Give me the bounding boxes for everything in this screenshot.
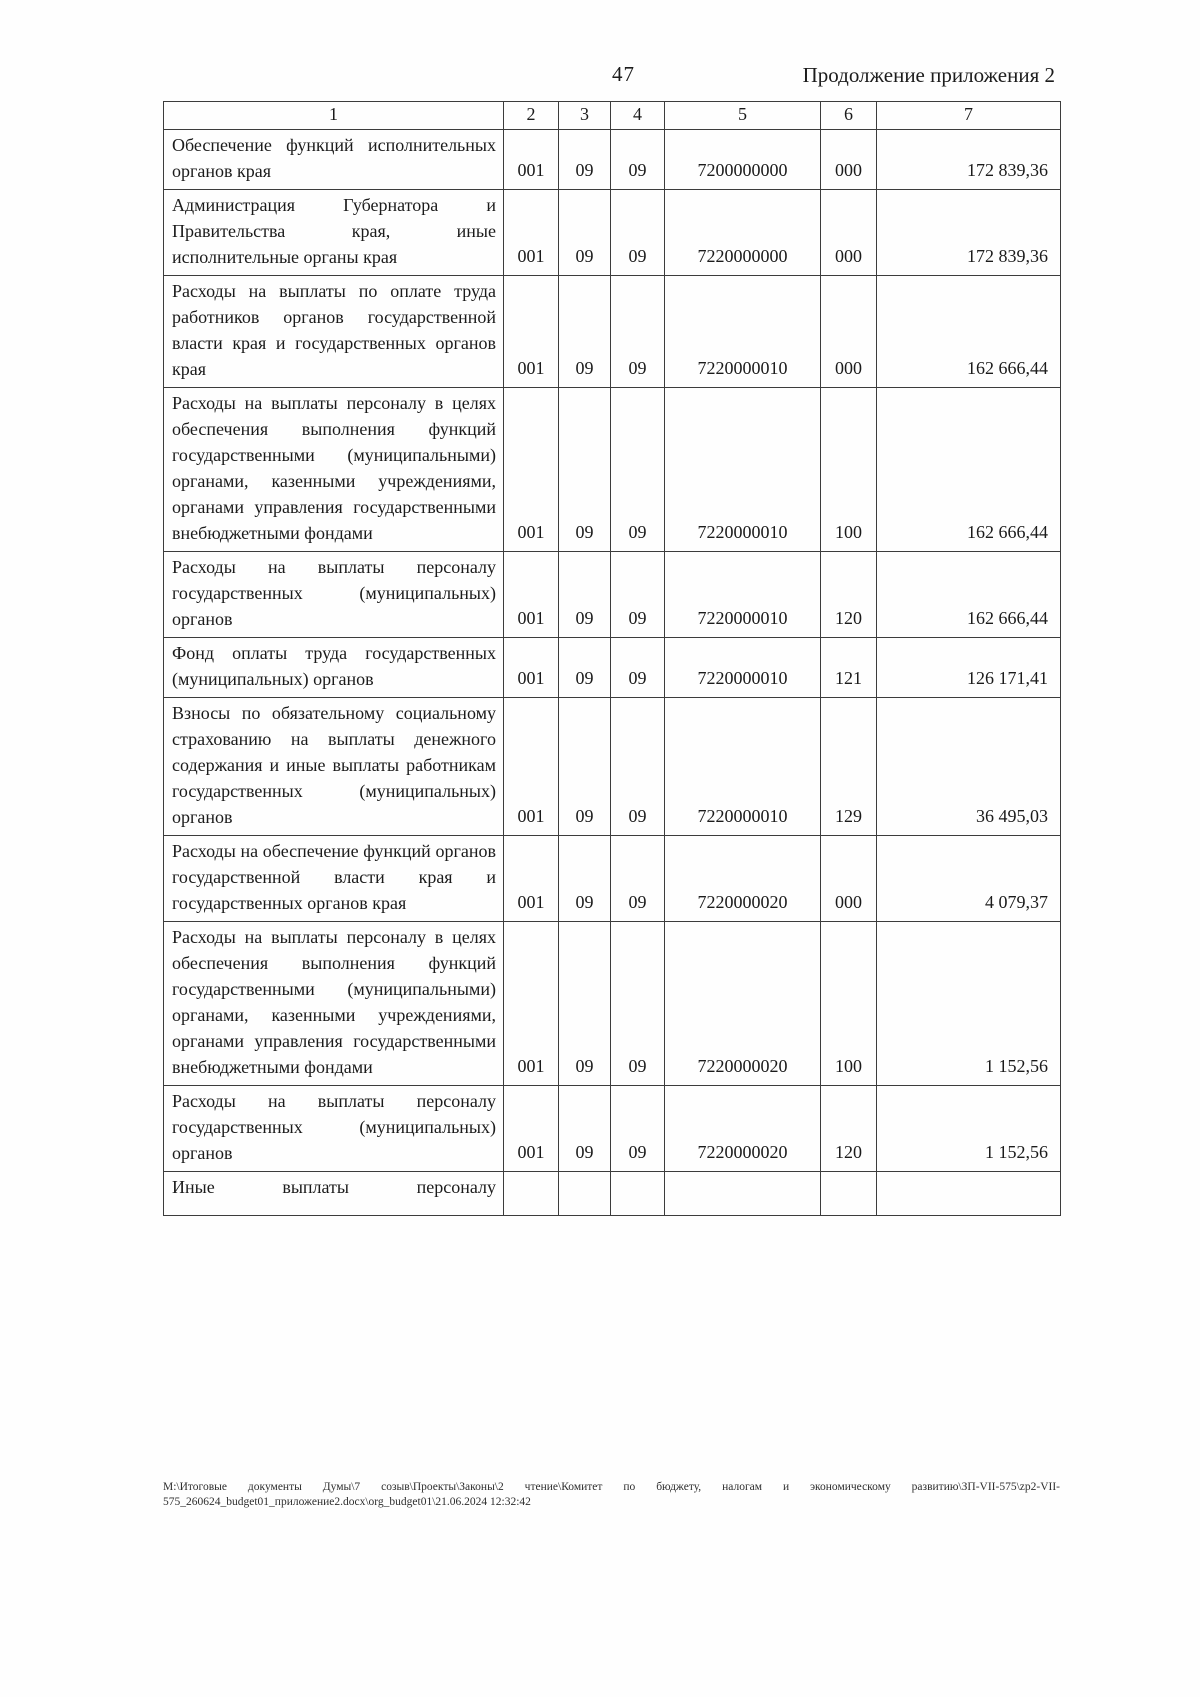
column-header-1: 1 <box>164 102 504 130</box>
page-number: 47 <box>612 62 635 86</box>
code-cell: 09 <box>559 638 611 698</box>
code-cell: 09 <box>611 190 665 276</box>
row-name-cell: Расходы на обеспечение функций органов государственной власти края и государственных органов края <box>164 836 504 922</box>
code-cell: 001 <box>504 552 559 638</box>
table-row <box>164 1086 1061 1172</box>
row-name-cell: Расходы на выплаты персоналу государственных (муниципальных) органов <box>164 1086 504 1172</box>
row-name-cell: Иные выплаты персоналу <box>164 1172 504 1216</box>
table-row <box>164 836 1061 922</box>
code-cell <box>611 1172 665 1216</box>
code-cell: 001 <box>504 276 559 388</box>
amount-cell <box>877 1172 1061 1216</box>
column-header-4: 4 <box>611 102 665 130</box>
code-cell: 000 <box>821 190 877 276</box>
code-cell: 7220000000 <box>665 190 821 276</box>
amount-cell: 1 152,56 <box>877 922 1061 1086</box>
table-body <box>164 130 1061 1216</box>
code-cell: 09 <box>611 638 665 698</box>
code-cell: 000 <box>821 130 877 190</box>
amount-cell: 162 666,44 <box>877 276 1061 388</box>
amount-cell: 1 152,56 <box>877 1086 1061 1172</box>
row-name-cell: Расходы на выплаты персоналу государственных (муниципальных) органов <box>164 552 504 638</box>
code-cell <box>665 1172 821 1216</box>
code-cell <box>821 1172 877 1216</box>
row-name-cell: Фонд оплаты труда государственных (муниципальных) органов <box>164 638 504 698</box>
code-cell: 7200000000 <box>665 130 821 190</box>
table-row <box>164 638 1061 698</box>
code-cell: 001 <box>504 922 559 1086</box>
code-cell: 7220000010 <box>665 388 821 552</box>
column-header-3: 3 <box>559 102 611 130</box>
code-cell <box>504 1172 559 1216</box>
code-cell: 09 <box>559 276 611 388</box>
code-cell: 09 <box>559 130 611 190</box>
code-cell: 000 <box>821 276 877 388</box>
row-name-cell: Расходы на выплаты по оплате труда работников органов государственной власти края и государственных органов края <box>164 276 504 388</box>
amount-cell: 4 079,37 <box>877 836 1061 922</box>
code-cell: 100 <box>821 388 877 552</box>
code-cell: 7220000010 <box>665 638 821 698</box>
code-cell: 09 <box>559 922 611 1086</box>
amount-cell: 172 839,36 <box>877 130 1061 190</box>
row-name-cell: Обеспечение функций исполнительных органов края <box>164 130 504 190</box>
code-cell: 001 <box>504 130 559 190</box>
column-header-6: 6 <box>821 102 877 130</box>
code-cell: 09 <box>559 836 611 922</box>
table-row <box>164 388 1061 552</box>
row-name-cell: Взносы по обязательному социальному страхованию на выплаты денежного содержания и иные выплаты работникам государственных (муниципальных) органов <box>164 698 504 836</box>
code-cell: 09 <box>559 190 611 276</box>
code-cell: 09 <box>611 922 665 1086</box>
code-cell: 001 <box>504 388 559 552</box>
row-name-cell: Расходы на выплаты персоналу в целях обеспечения выполнения функций государственными (муниципальными) органами, казенными учреждениями, органами управления государственными внебюджетными фондами <box>164 388 504 552</box>
code-cell: 001 <box>504 836 559 922</box>
table-header-row <box>164 102 1061 130</box>
code-cell: 09 <box>611 698 665 836</box>
table-row <box>164 190 1061 276</box>
table-row <box>164 552 1061 638</box>
code-cell: 001 <box>504 1086 559 1172</box>
table-row <box>164 130 1061 190</box>
code-cell: 120 <box>821 1086 877 1172</box>
code-cell: 001 <box>504 638 559 698</box>
code-cell: 09 <box>559 1086 611 1172</box>
table-row <box>164 276 1061 388</box>
code-cell: 7220000020 <box>665 1086 821 1172</box>
code-cell: 001 <box>504 190 559 276</box>
code-cell: 09 <box>559 698 611 836</box>
code-cell: 09 <box>559 552 611 638</box>
amount-cell: 162 666,44 <box>877 552 1061 638</box>
amount-cell: 162 666,44 <box>877 388 1061 552</box>
code-cell: 120 <box>821 552 877 638</box>
appendix-continuation-label: Продолжение приложения 2 <box>802 63 1055 87</box>
budget-table <box>163 101 1061 1216</box>
footer-path-line-2: 575_260624_budget01_приложение2.docx\org_budget01\21.06.2024 12:32:42 <box>163 1496 531 1508</box>
code-cell <box>559 1172 611 1216</box>
code-cell: 09 <box>611 388 665 552</box>
code-cell: 09 <box>611 130 665 190</box>
code-cell: 7220000010 <box>665 276 821 388</box>
code-cell: 09 <box>611 276 665 388</box>
document-footer-path <box>163 1480 1060 1510</box>
row-name-cell: Администрация Губернатора и Правительства края, иные исполнительные органы края <box>164 190 504 276</box>
code-cell: 09 <box>611 836 665 922</box>
table-row <box>164 1172 1061 1216</box>
code-cell: 121 <box>821 638 877 698</box>
code-cell: 7220000010 <box>665 698 821 836</box>
code-cell: 09 <box>611 1086 665 1172</box>
column-header-5: 5 <box>665 102 821 130</box>
amount-cell: 36 495,03 <box>877 698 1061 836</box>
code-cell: 100 <box>821 922 877 1086</box>
code-cell: 001 <box>504 698 559 836</box>
footer-path-line-1: М:\Итоговые документы Думы\7 созыв\Проекты\Законы\2 чтение\Комитет по бюджету, налогам и экономическому развитию\ЗП-VII-575\zp2-VII- <box>163 1481 1060 1493</box>
code-cell: 09 <box>611 552 665 638</box>
column-header-2: 2 <box>504 102 559 130</box>
code-cell: 000 <box>821 836 877 922</box>
code-cell: 09 <box>559 388 611 552</box>
table-row <box>164 698 1061 836</box>
code-cell: 7220000020 <box>665 922 821 1086</box>
code-cell: 7220000010 <box>665 552 821 638</box>
row-name-cell: Расходы на выплаты персоналу в целях обеспечения выполнения функций государственными (муниципальными) органами, казенными учреждениями, органами управления государственными внебюджетными фондами <box>164 922 504 1086</box>
column-header-7: 7 <box>877 102 1061 130</box>
amount-cell: 172 839,36 <box>877 190 1061 276</box>
code-cell: 129 <box>821 698 877 836</box>
code-cell: 7220000020 <box>665 836 821 922</box>
table-row <box>164 922 1061 1086</box>
amount-cell: 126 171,41 <box>877 638 1061 698</box>
